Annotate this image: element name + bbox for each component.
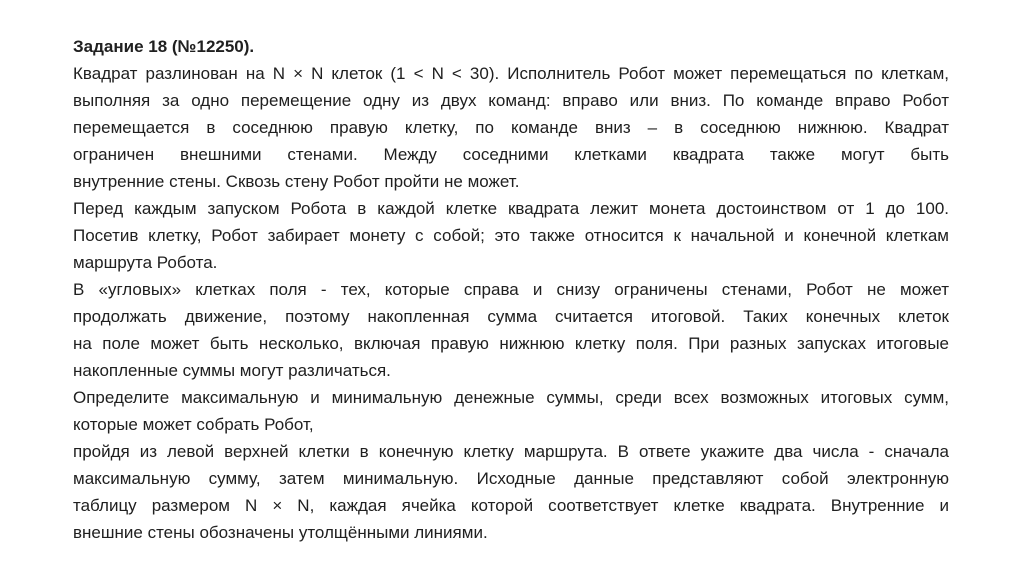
text-line: В «угловых» клетках поля - тех, которые справа и снизу ограничены стенами, Робот не может [73, 280, 949, 299]
task-document [73, 33, 949, 546]
text-line: на поле может быть несколько, включая правую нижнюю клетку поля. При разных запусках итоговые [73, 334, 949, 353]
text-line: выполняя за одно перемещение одну из двух команд: вправо или вниз. По команде вправо Робот [73, 91, 949, 110]
text-line: маршрута Робота. [73, 253, 218, 272]
text-line: которые может собрать Робот, [73, 415, 314, 434]
text-line: продолжать движение, поэтому накопленная сумма считается итоговой. Таких конечных клеток [73, 307, 949, 326]
text-line: накопленные суммы могут различаться. [73, 361, 391, 380]
text-line: внешние стены обозначены утолщёнными линиями. [73, 523, 488, 542]
paragraph-answer-format [73, 438, 949, 546]
paragraph-coins [73, 195, 949, 276]
text-line: внутренние стены. Сквозь стену Робот пройти не может. [73, 172, 520, 191]
text-line: Квадрат разлинован на N × N клеток (1 < N < 30). Исполнитель Робот может перемещаться по клеткам, [73, 64, 949, 83]
text-line: ограничен внешними стенами. Между соседними клетками квадрата также могут быть [73, 145, 949, 164]
paragraph-grid-description [73, 60, 949, 195]
text-line: таблицу размером N × N, каждая ячейка которой соответствует клетке квадрата. Внутренние и [73, 496, 949, 515]
text-line: Посетив клетку, Робот забирает монету с собой; это также относится к начальной и конечной клеткам [73, 226, 949, 245]
text-line: пройдя из левой верхней клетки в конечную клетку маршрута. В ответе укажите два числа - сначала [73, 442, 949, 461]
text-line: Определите максимальную и минимальную денежные суммы, среди всех возможных итоговых сумм, [73, 388, 949, 407]
text-line: максимальную сумму, затем минимальную. Исходные данные представляют собой электронную [73, 469, 949, 488]
task-title: Задание 18 (№12250). [73, 37, 255, 56]
text-line: перемещается в соседнюю правую клетку, по команде вниз – в соседнюю нижнюю. Квадрат [73, 118, 949, 137]
text-line: Перед каждым запуском Робота в каждой клетке квадрата лежит монета достоинством от 1 до 100. [73, 199, 949, 218]
paragraph-question [73, 384, 949, 438]
paragraph-corner-cells [73, 276, 949, 384]
